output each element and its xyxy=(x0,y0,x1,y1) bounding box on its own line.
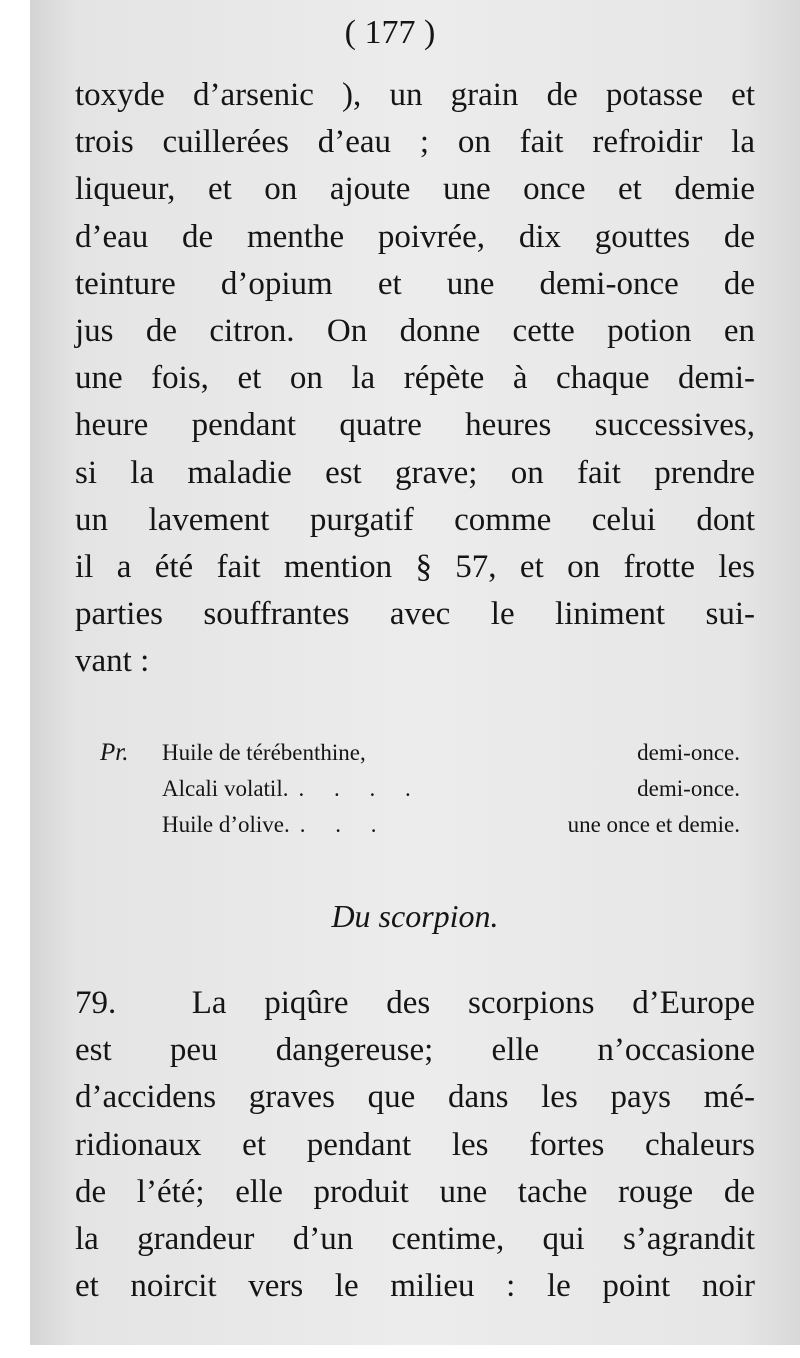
recipe-indent xyxy=(100,771,162,807)
text-line xyxy=(75,980,755,1027)
recipe-row xyxy=(100,771,740,807)
section-heading: Du scorpion. xyxy=(331,898,499,934)
text-line: toxyde d’arsenic ), un grain de potasse et xyxy=(75,77,755,113)
paragraph-number: 79. xyxy=(75,985,117,1021)
recipe-dots: . . . xyxy=(299,812,389,837)
text-line: d’accidens graves que dans les pays mé- xyxy=(75,1079,755,1116)
text-line: vant : xyxy=(75,643,150,680)
page-number: ( 177 ) xyxy=(344,14,436,51)
text-line: liqueur, et on ajoute une once et demie xyxy=(75,171,755,208)
recipe-ingredient: Huile de térébenthine, xyxy=(162,740,366,765)
text-line: d’eau de menthe poivrée, dix gouttes de xyxy=(75,218,755,255)
text-line: et noircit vers le milieu : le point noir xyxy=(75,1268,755,1305)
text-line: une fois, et on la répète à chaque demi- xyxy=(75,360,755,397)
recipe-quantity: demi-once. xyxy=(637,740,740,765)
text-line: jus de citron. On donne cette potion en xyxy=(75,312,755,349)
text-line: la grandeur d’un centime, qui s’agrandit xyxy=(75,1220,755,1257)
recipe-row xyxy=(100,735,740,771)
recipe-quantity: une once et demie. xyxy=(567,812,740,837)
text-line: est peu dangereuse; elle n’occasione xyxy=(75,1032,755,1069)
text-line: il a été fait mention § 57, et on frotte les xyxy=(75,548,755,585)
paragraph-79 xyxy=(75,980,755,1310)
recipe-prescription xyxy=(100,735,740,843)
recipe-row xyxy=(100,807,740,843)
text-line: heure pendant quatre heures successives, xyxy=(75,407,755,444)
text-line: si la maladie est grave; on fait prendre xyxy=(75,454,755,491)
recipe-dots: . . . . xyxy=(298,776,423,801)
text-line: de l’été; elle produit une tache rouge de xyxy=(75,1173,755,1210)
text-line: ridionaux et pendant les fortes chaleurs xyxy=(75,1126,755,1163)
text-line-content: La piqûre des scorpions d’Europe xyxy=(191,985,756,1021)
book-page xyxy=(30,0,800,1345)
text-line: parties souffrantes avec le liniment sui- xyxy=(75,596,755,633)
recipe-prefix: Pr. xyxy=(100,739,129,766)
recipe-ingredient: Huile d’olive. xyxy=(162,812,290,837)
text-line: trois cuillerées d’eau ; on fait refroidir la xyxy=(75,124,755,161)
recipe-dots xyxy=(366,735,637,771)
recipe-quantity: demi-once. xyxy=(637,776,740,801)
text-line: un lavement purgatif comme celui dont xyxy=(75,501,755,538)
paragraph-78-continuation xyxy=(75,72,755,685)
text-line: teinture d’opium et une demi-once de xyxy=(75,265,755,302)
recipe-ingredient: Alcali volatil. xyxy=(162,776,289,801)
recipe-indent xyxy=(100,807,162,843)
